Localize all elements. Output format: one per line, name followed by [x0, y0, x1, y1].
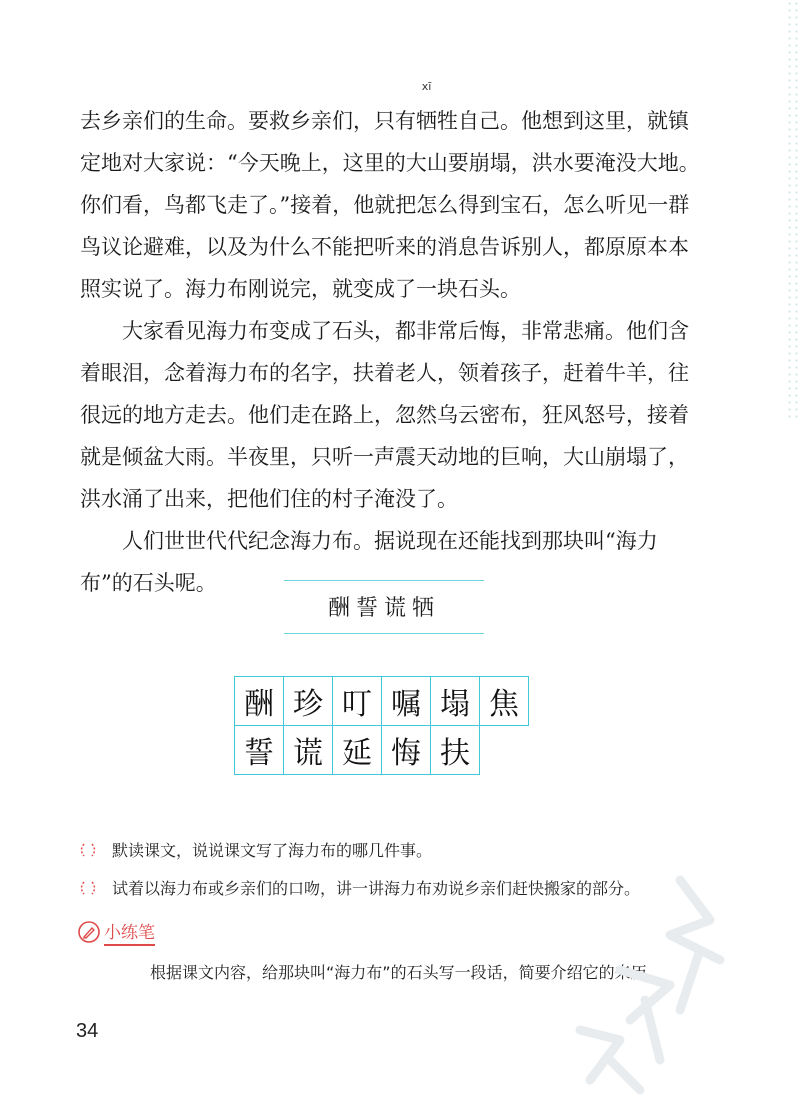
grid-cell: 嘱 — [381, 676, 431, 726]
grid-row-1 — [234, 676, 528, 725]
grid-cell: 誓 — [234, 725, 284, 775]
vocab-words: 酬誓谎牺 — [327, 596, 440, 621]
bracket-icon — [78, 881, 98, 895]
question-1 — [78, 838, 432, 861]
grid-cell: 扶 — [430, 725, 480, 775]
paragraph-1: 去乡亲们的生命。要救乡亲们，只有 xī 牺牲自己。他想到这里，就镇定地对大家说：“今天晚上，这里的大山要崩塌，洪水要淹没大地。你们看，鸟都飞走了。”接着，他就把怎么得到宝石，怎么听见一群鸟议论避难，以及为什么不能把听来的消息告诉别人，都原原本本照实说了。海力布刚说完，就变成了一块石头。 — [80, 80, 700, 301]
practice-label: 小练笔 — [104, 918, 155, 946]
question-text: 试着以海力布或乡亲们的口吻，讲一讲海力布劝说乡亲们赶快搬家的部分。 — [112, 879, 641, 898]
decorative-dots — [786, 0, 800, 420]
vocab-word-box — [284, 580, 484, 634]
grid-cell: 焦 — [479, 676, 529, 726]
practice-task: 根据课文内容，给那块叫“海力布”的石头写一段话，简要介绍它的来历。 — [150, 963, 663, 982]
paragraph-3: 人们世世代代纪念海力布。据说现在还能找到那块叫“海力布”的石头呢。 — [80, 529, 658, 595]
grid-cell: 叮 — [332, 676, 382, 726]
grid-cell: 酬 — [234, 676, 284, 726]
practice-header — [78, 918, 155, 946]
grid-row-2 — [234, 725, 528, 774]
watermark-logo — [560, 860, 760, 1100]
pinyin-annotation: xī 牺 — [416, 80, 437, 133]
question-2 — [78, 876, 640, 899]
grid-cell: 悔 — [381, 725, 431, 775]
paragraph-2: 大家看见海力布变成了石头，都非常后悔，非常悲痛。他们含着眼泪，念着海力布的名字，扶着老人，领着孩子，赶着牛羊，往很远的地方走去。他们走在路上，忽然乌云密布，狂风怒号，接着就是倾盆大雨。半夜里，只听一声震天动地的巨响，大山崩塌了，洪水涌了出来，把他们住的村子淹没了。 — [80, 319, 689, 511]
story-text — [80, 80, 700, 604]
grid-cell: 延 — [332, 725, 382, 775]
bracket-icon — [78, 843, 98, 857]
question-text: 默读课文，说说课文写了海力布的哪几件事。 — [112, 841, 433, 860]
grid-cell: 珍 — [283, 676, 333, 726]
pen-icon — [78, 921, 100, 943]
grid-cell: 谎 — [283, 725, 333, 775]
grid-cell: 塌 — [430, 676, 480, 726]
character-grid — [234, 676, 528, 774]
page-number: 34 — [76, 1020, 99, 1042]
